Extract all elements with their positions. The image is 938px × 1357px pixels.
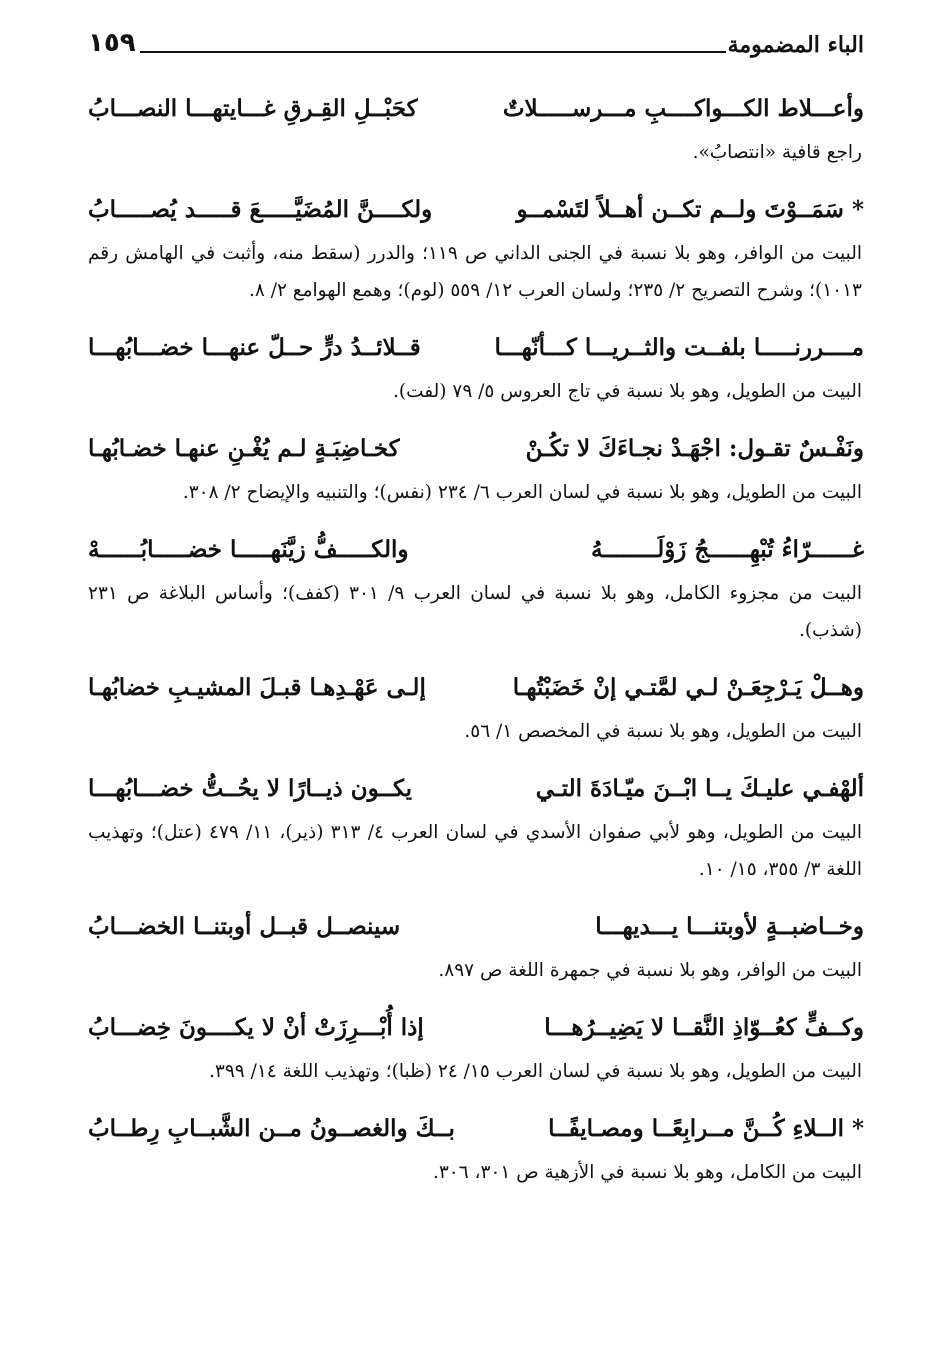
first-hemistich: وأعـــلاط الكـــواكــــبِ مـــرســـــلاتٌ [502,95,864,122]
verse-line [88,84,864,134]
second-hemistich: قــلائــدُ درٍّ حــلّ عنهـــا خضـــابُهـــا [88,334,421,361]
first-hemistich: ونَفْـسٌ تقـول: اجْهَـدْ نجـاءَكَ لا تكُـنْ [525,435,864,462]
verse-note: البيت من الكامل، وهو بلا نسبة في الأزهية ص ٣٠١، ٣٠٦. [432,1162,862,1183]
verse-note: البيت من الطويل، وهو بلا نسبة في تاج العروس ٥/ ٧٩ (لفت). [393,381,862,402]
verse-entry [88,525,864,649]
verse-note: البيت من الطويل، وهو بلا نسبة في لسان العرب ٦/ ٢٣٤ (نفس)؛ والتنبيه والإيضاح ٢/ ٣٠٨. [182,482,862,503]
verse-note: البيت من الطويل، وهو لأبي صفوان الأسدي في لسان العرب ٤/ ٣١٣ (ذير)، ١١/ ٤٧٩ (عتل)؛ وتهذيب اللغة ٣/ ٣٥٥، ١٥/ ١٠. [88,822,862,880]
verse-note: البيت من الطويل، وهو بلا نسبة في لسان العرب ١٥/ ٢٤ (ظبا)؛ وتهذيب اللغة ١٤/ ٣٩٩. [209,1061,862,1082]
verse-line [88,1003,864,1053]
second-hemistich: يكــون ذيــارًا لا يحُــتُّ خضـــابُهـــا [88,775,413,802]
verse-entry [88,323,864,410]
verse-line [88,525,864,575]
verse-entry [88,663,864,750]
first-hemistich: ألهْفـي عليـكَ يــا ابْــنَ ميّـادَةَ التـي [535,775,864,802]
verse-note: البيت من الطويل، وهو بلا نسبة في المخصص ١/ ٥٦. [464,721,862,742]
first-hemistich: وخــاضبــةٍ لأوبتنـــا يـــديهـــا [595,913,864,940]
verse-line [88,185,864,235]
first-hemistich: * سَمَــوْتَ ولــم تكــن أهــلاً لتَسْمــو [516,196,864,223]
first-hemistich: مــــررنـــــا بلفــت والثــريـــا كـــأنّهـــا [494,334,864,361]
verse-entry [88,1104,864,1191]
second-hemistich: إذا أُبْـــرِزَتْ أنْ لا يكــــونَ خِضـــابُ [88,1014,424,1041]
header-rule [140,51,726,53]
verse-entry [88,1003,864,1090]
page-number: ١٥٩ [88,28,136,58]
second-hemistich: بــكَ والغصــونُ مــن الشَّبــابِ رِطــابُ [88,1115,455,1142]
second-hemistich: سينصــل قبــل أوبتنــا الخضـــابُ [88,913,401,940]
verse-note: راجع قافية «انتصابُ». [692,142,862,163]
verse-entry [88,84,864,171]
verse-line [88,663,864,713]
verse-line [88,1104,864,1154]
verse-entries [88,84,864,1205]
verse-line [88,424,864,474]
verse-entry [88,185,864,309]
verse-line [88,902,864,952]
second-hemistich: ولكــــنَّ المُضَيَّـــــعَ قـــــد يُصـــــابُ [88,196,433,223]
verse-entry [88,424,864,511]
verse-note: البيت من مجزوء الكامل، وهو بلا نسبة في لسان العرب ٩/ ٣٠١ (كفف)؛ وأساس البلاغة ص ٢٣١ (شذب). [88,583,862,641]
page-header [88,22,864,72]
book-page [88,22,864,1357]
verse-line [88,323,864,373]
first-hemistich: غــــــرّاءُ تُبْهِــــــجُ زَوْلَــــــــهُ [590,536,864,563]
verse-entry [88,764,864,888]
second-hemistich: والكـــــفُّ زيَّنَهـــــا خضـــــابُــــــهْ [88,536,409,563]
second-hemistich: إلـى عَهْـدِهـا قبـلَ المشيـبِ خضابُهـا [88,674,426,701]
second-hemistich: كحَبْــلِ القِـرقِ غـــايتهـــا النصـــابُ [88,95,418,122]
first-hemistich: * الــلاءِ كُــنَّ مــرابِعًــا ومصـايفًــا [548,1115,864,1142]
verse-entry [88,902,864,989]
first-hemistich: وهــلْ يَـرْجِعَـنْ لـي لمَّتـي إنْ خَضَبْتُهـا [512,674,864,701]
verse-line [88,764,864,814]
running-title: الباء المضمومة [727,32,864,58]
verse-note: البيت من الوافر، وهو بلا نسبة في جمهرة اللغة ص ٨٩٧. [438,960,862,981]
first-hemistich: وكــفٍّ كعُــوّاذِ النَّقــا لا يَضِيــرُهـــا [544,1014,864,1041]
verse-note: البيت من الوافر، وهو بلا نسبة في الجنى الداني ص ١١٩؛ والدرر (سقط منه، وأثبت في الهامش رقم ١٠١٣)؛ وشرح التصريح ٢/ ٢٣٥؛ ولسان العرب ١٢/ ٥٥٩ (لوم)؛ وهمع الهوامع ٢/ ٨. [88,243,862,301]
second-hemistich: كخـاضِبَـةٍ لـم يُغْـنِ عنهـا خضـابُهـا [88,435,400,462]
